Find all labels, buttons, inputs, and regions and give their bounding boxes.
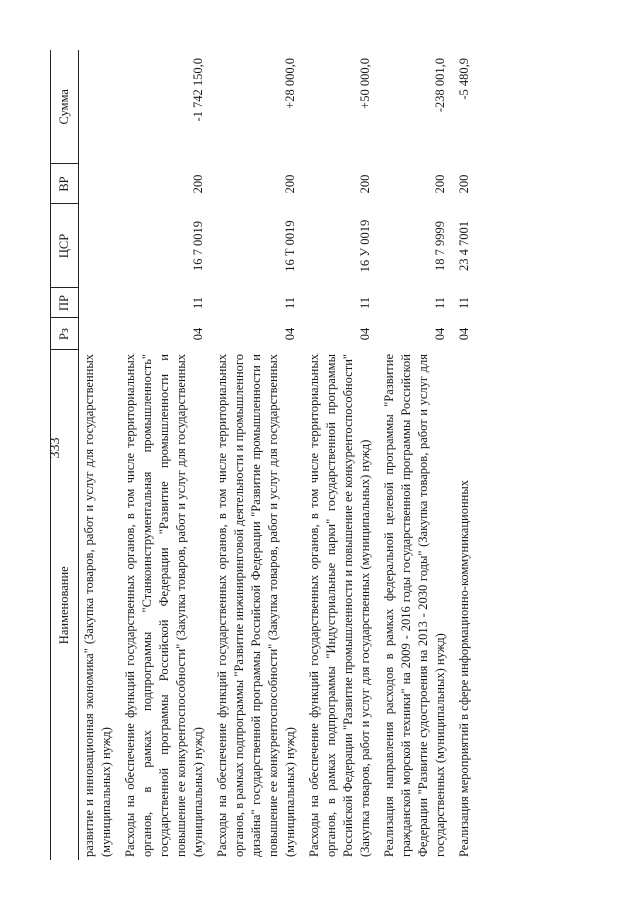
- row-sum: -5 480,9: [457, 58, 471, 100]
- header-sum: Сумма: [51, 50, 79, 164]
- row-rz: 04: [358, 327, 372, 341]
- header-vr: ВР: [51, 164, 79, 204]
- row-csr: [79, 204, 121, 288]
- row-sum: -1 742 150,0: [191, 58, 205, 122]
- row-pr: 11: [283, 296, 297, 310]
- row-pr: 11: [457, 296, 471, 310]
- row-vr: 200: [358, 174, 372, 194]
- row-name: Расходы на обеспечение функций государственных органов, в том числе территориальных органов, в рамках подпрограммы "Индустриальные парки" государственной программы Российской Федерации "Развитие промышленности и повышение ее конкурентоспособности" (Закупка товаров, работ и услуг для государственных (муниципальных) нужд): [307, 354, 372, 857]
- row-csr: 16 У 0019: [358, 219, 372, 273]
- rotated-page-content: [50, 50, 640, 860]
- row-csr: 16 7 0019: [191, 221, 205, 271]
- row-pr: [79, 288, 121, 318]
- page-number: 333: [48, 437, 63, 459]
- table-row: [212, 50, 304, 860]
- row-vr: 200: [433, 174, 447, 194]
- row-pr: 11: [433, 296, 447, 310]
- header-rz: Рз: [51, 318, 79, 350]
- row-vr: [79, 164, 121, 204]
- row-rz: 04: [191, 327, 205, 341]
- row-rz: 04: [283, 327, 297, 341]
- row-vr: 200: [191, 174, 205, 194]
- budget-table: [50, 50, 478, 860]
- header-csr: ЦСР: [51, 204, 79, 288]
- table-row: [454, 50, 478, 860]
- table-header-row: [51, 50, 79, 860]
- table-row: [120, 50, 212, 860]
- header-name: Наименование: [51, 350, 79, 860]
- row-name: Расходы на обеспечение функций государственных органов, в том числе территориальных органов, в рамках подпрограммы "Станкоинструментальная промышленность" государственной программы Российской Федерации "Развитие промышленности и повышение ее конкурентоспособности" (Закупка товаров, работ и услуг для государственных (муниципальных) нужд): [123, 354, 205, 857]
- row-name: Расходы на обеспечение функций государственных органов, в том числе территориальных органов, в рамках подпрограммы "Развитие инжиниринговой деятельности и промышленного дизайна" государственной программы Российской Федерации "Развитие промышленности и повышение ее конкурентоспособности" (Закупка товаров, работ и услуг для государственных (муниципальных) нужд): [215, 354, 297, 857]
- row-rz: 04: [457, 327, 471, 341]
- table-row: [379, 50, 454, 860]
- table-row: [79, 50, 121, 860]
- row-csr: 16 Т 0019: [283, 220, 297, 272]
- row-pr: 11: [358, 296, 372, 310]
- row-pr: 11: [191, 296, 205, 310]
- row-sum: -238 001,0: [433, 58, 447, 113]
- row-rz: [79, 318, 121, 350]
- row-sum: [79, 50, 121, 164]
- row-csr: 18 7 9999: [433, 221, 447, 271]
- row-name: Реализация направления расходов в рамках федеральной целевой программы "Развитие гражданской морской техники" на 2009 - 2016 годы государственной программы Российской Федерации "Развитие судостроения на 2013 - 2030 годы" (Закупка товаров, работ и услуг для государственных (муниципальных) нужд): [382, 354, 447, 857]
- row-sum: +28 000,0: [283, 58, 297, 109]
- row-rz: 04: [433, 327, 447, 341]
- row-sum: +50 000,0: [358, 58, 372, 109]
- row-name: Реализация мероприятий в сфере информационно-коммуникационных: [457, 480, 471, 857]
- row-csr: 23 4 7001: [457, 221, 471, 271]
- row-vr: 200: [457, 174, 471, 194]
- table-row: [304, 50, 379, 860]
- header-pr: ПР: [51, 288, 79, 318]
- row-vr: 200: [283, 174, 297, 194]
- row-name: развитие и инновационная экономика" (Закупка товаров, работ и услуг для государственных (муниципальных) нужд): [82, 354, 113, 857]
